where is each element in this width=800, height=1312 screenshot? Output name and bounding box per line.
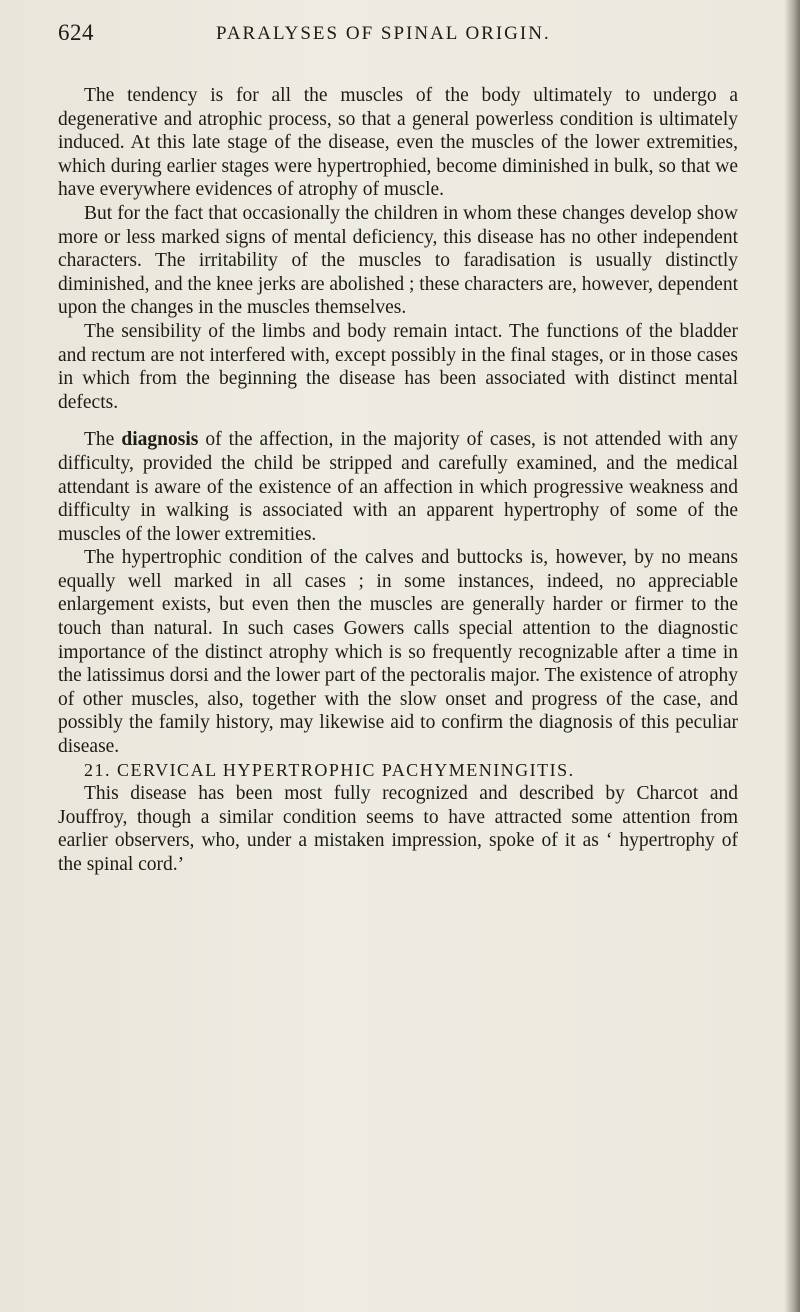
bold-term: diagnosis [121,429,199,451]
paragraph: But for the fact that occasionally the children in whom these changes develop show more or less marked signs of mental deficiency, this disease has no other independent characters. The irritability of the muscles to faradisation is usually distinctly diminished, and the knee jerks are abolished ; these characters are, however, dependent upon the changes in the muscles themselves. [58,202,738,319]
paragraph: The tendency is for all the muscles of the body ultimately to undergo a degenerative and atrophic process, so that a general powerless condition is ultimately induced. At this late stage of the disease, even the muscles of the lower extremities, which during earlier stages were hypertrophied, become diminished in bulk, so that we have everywhere evidences of atrophy of muscle. [58,85,738,201]
paragraph: The sensibility of the limbs and body remain intact. The functions of the bladder and rectum are not interfered with, except possibly in the final stages, or in those cases in which from the beginning the disease has been associated with distinct mental defects. [58,320,738,413]
page-header [58,12,758,52]
paragraph-gap [58,414,738,428]
section-heading: 21. CERVICAL HYPERTROPHIC PACHYMENINGITIS. [84,759,575,780]
page-binding-shadow [784,0,800,1312]
diagnosis-paragraph [58,428,738,546]
paragraph-rest: of the affection, in the majority of cases, is not attended with any difficulty, provided the child be stripped and carefully examined, and the medical attendant is aware of the existence of an affection in which progressive weakness and difficulty in walking is associated with an apparent hypertrophy of some of the muscles of the lower extremities. [58,429,738,545]
paragraph: The hypertrophic condition of the calves and buttocks is, however, by no means equally well marked in all cases ; in some instances, indeed, no appreciable enlargement exists, but even then the muscles are generally harder or firmer to the touch than natural. In such cases Gowers calls special attention to the diagnostic importance of the distinct atrophy which is so frequently recognizable after a time in the latissimus dorsi and the lower part of the pectoralis major. The existence of atrophy of other muscles, also, together with the slow onset and progress of the case, and possibly the family history, may likewise aid to confirm the diagnosis of this peculiar disease. [58,547,738,758]
page-number: 624 [58,20,94,45]
paragraph: This disease has been most fully recognized and described by Charcot and Jouffroy, though a similar condition seems to have attracted some attention from earlier observers, who, under a mistaken impression, spoke of it as ‘ hypertrophy of the spinal cord.’ [58,783,738,875]
paragraph-lead: The [84,429,122,451]
body-text [58,84,738,877]
running-title: PARALYSES OF SPINAL ORIGIN. [216,23,551,44]
